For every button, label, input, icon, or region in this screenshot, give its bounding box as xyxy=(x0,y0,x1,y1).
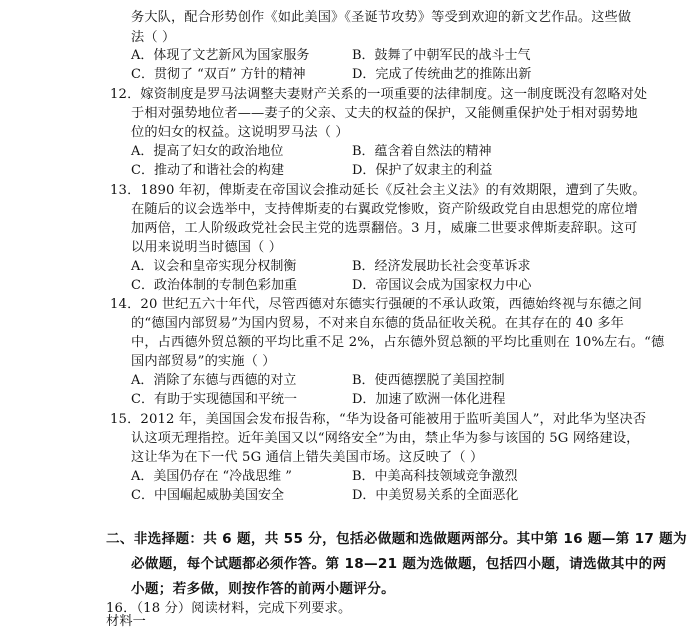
q11-option-c: C．贯彻了 “双百” 方针的精神 xyxy=(131,67,306,82)
q13-option-c: C．政治体制的专制色彩加重 xyxy=(131,278,297,293)
q15-option-b: B．中美高科技领域竞争激烈 xyxy=(352,469,518,484)
q12-stem-line1: 12．嫁资制度是罗马法调整夫妻财产关系的一项重要的法律制度。这一制度既没有忽略对处 xyxy=(110,87,648,102)
q13-option-d: D．帝国议会成为国家权力中心 xyxy=(352,278,532,293)
q14-option-d: D．加速了欧洲一体化进程 xyxy=(352,392,506,407)
q11-option-a: A．体现了文艺新风为国家服务 xyxy=(131,48,310,63)
q14-stem-line1: 14．20 世纪五六十年代，尽管西德对东德实行强硬的不承认政策，西德始终视与东德之间 xyxy=(110,297,642,312)
q11-stem-line1: 务大队，配合形势创作《如此美国》《圣诞节攻势》等受到欢迎的新文艺作品。这些做 xyxy=(131,10,632,25)
q12-option-d: D．保护了奴隶主的利益 xyxy=(352,163,493,178)
q12-option-b: B．蕴含着自然法的精神 xyxy=(352,144,492,159)
q12-option-c: C．推动了和谐社会的构建 xyxy=(131,163,284,178)
section2-heading-line3: 小题；若多做，则按作答的前两小题评分。 xyxy=(131,581,395,597)
q15-option-c: C．中国崛起威胁美国安全 xyxy=(131,488,284,503)
q15-stem-line1: 15．2012 年，美国国会发布报告称，“华为设备可能被用于监听美国人”，对此华为坚决否 xyxy=(110,412,647,427)
section2-heading-line2: 必做题，每个试题都必须作答。第 18—21 题为选做题，包括四小题，请选做其中的两 xyxy=(131,556,667,572)
q14-option-c: C．有助于实现德国和平统一 xyxy=(131,392,297,407)
q11-option-d: D．完成了传统曲艺的推陈出新 xyxy=(352,67,532,82)
q13-stem-line3: 加两倍，工人阶级政党社会民主党的选票翻倍。3 月，威廉二世要求俾斯麦辞职。这可 xyxy=(131,221,638,236)
q13-stem-line1: 13．1890 年初，俾斯麦在帝国议会推动延长《反社会主义法》的有效期限，遭到了失败。 xyxy=(110,183,646,198)
q11-option-b: B．鼓舞了中朝军民的战斗士气 xyxy=(352,48,531,63)
q13-option-a: A．议会和皇帝实现分权制衡 xyxy=(131,259,297,274)
q14-option-b: B．使西德摆脱了美国控制 xyxy=(352,373,505,388)
q15-stem-line3: 这让华为在下一代 5G 通信上错失美国市场。这反映了（ ） xyxy=(131,450,484,465)
q14-option-a: A．消除了东德与西德的对立 xyxy=(131,373,297,388)
q15-option-d: D．中美贸易关系的全面恶化 xyxy=(352,488,519,503)
q16-material-label: 材料一 xyxy=(106,614,147,629)
q15-option-a: A．美国仍存在 “冷战思维 ” xyxy=(131,469,292,484)
q13-stem-line2: 在随后的议会选举中，支持俾斯麦的右翼政党惨败，资产阶级政党自由思想党的席位增 xyxy=(131,202,638,217)
q12-option-a: A．提高了妇女的政治地位 xyxy=(131,144,284,159)
q14-stem-line2: 的“德国内部贸易”为国内贸易，不对来自东德的货品征收关税。在其存在的 40 多年 xyxy=(131,316,625,331)
q11-stem-line2: 法（ ） xyxy=(131,30,176,45)
q15-stem-line2: 认这项无理指控。近年美国又以“网络安全”为由，禁止华为参与该国的 5G 网络建设， xyxy=(131,431,640,446)
q14-stem-line3: 中，占西德外贸总额的平均比重不足 2%，占东德外贸总额的平均比重则在 10%左右。“德 xyxy=(131,335,665,350)
q13-stem-line4: 以用来说明当时德国（ ） xyxy=(131,240,283,255)
q16-stem-line1: 16．（18 分）阅读材料，完成下列要求。 xyxy=(106,601,352,616)
q12-stem-line2: 于相对强势地位者——妻子的父亲、丈夫的权益的保护，又能侧重保护处于相对弱势地 xyxy=(131,106,638,121)
section2-heading-line1: 二、非选择题：共 6 题，共 55 分，包括必做题和选做题两部分。其中第 16 题—第 17 题为 xyxy=(106,531,687,547)
q12-stem-line3: 位的妇女的权益。这说明罗马法（ ） xyxy=(131,125,349,140)
q13-option-b: B．经济发展助长社会变革诉求 xyxy=(352,259,531,274)
q14-stem-line4: 国内部贸易”的实施（ ） xyxy=(131,354,276,369)
